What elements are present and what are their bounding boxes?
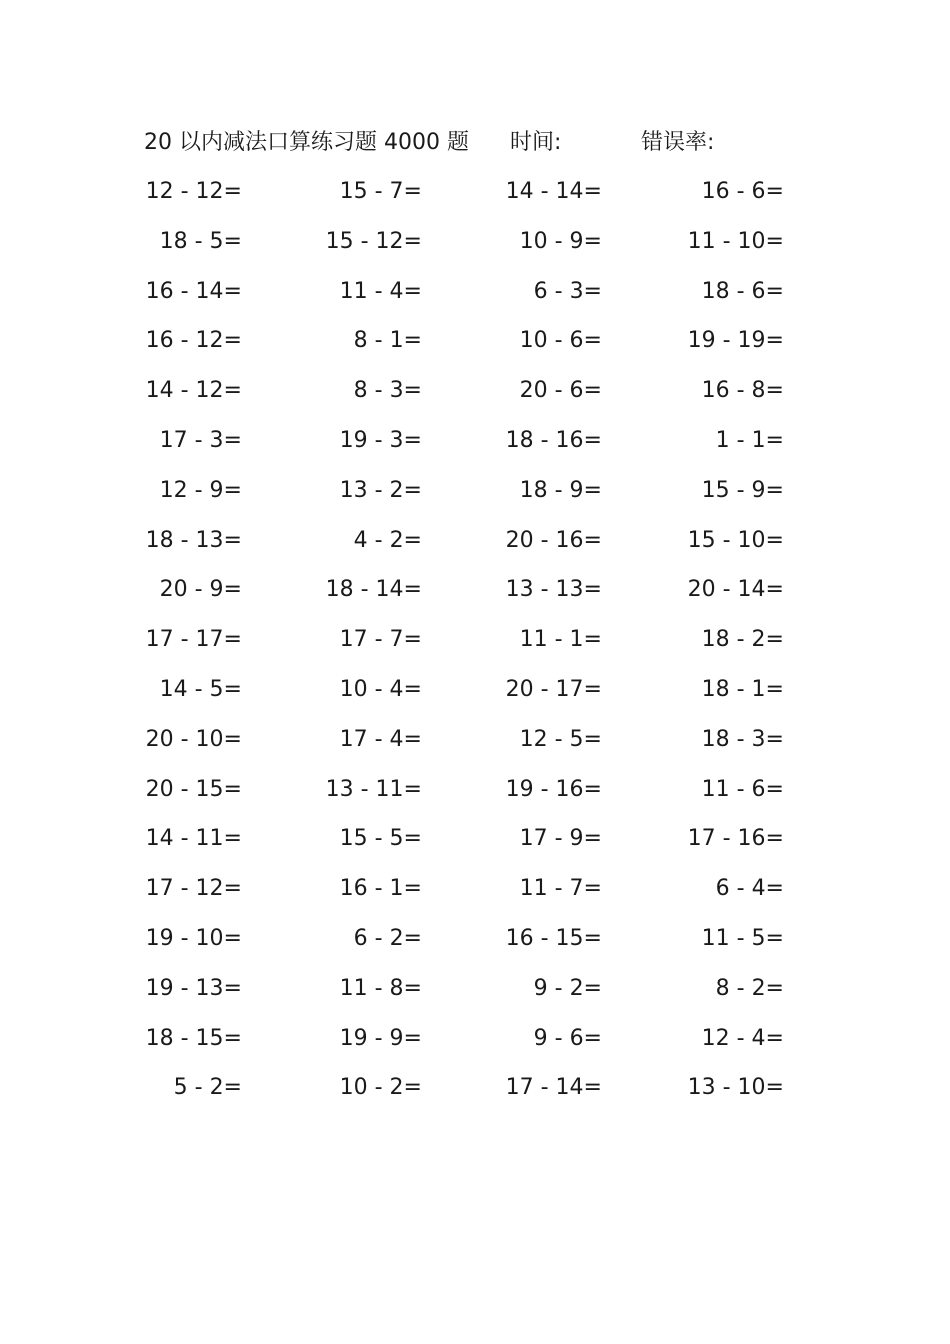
problem-row [0, 670, 950, 720]
problem: 13 - 2= [339, 477, 422, 503]
problem-row [0, 1068, 950, 1118]
problem: 15 - 12= [325, 228, 422, 254]
problem: 20 - 17= [505, 676, 602, 702]
problem: 20 - 15= [145, 776, 242, 802]
problem-row [0, 172, 950, 222]
problem: 17 - 14= [505, 1075, 602, 1101]
problem-grid [0, 172, 950, 1118]
problem: 15 - 5= [339, 826, 422, 852]
problem: 14 - 5= [159, 676, 242, 702]
problem: 18 - 16= [505, 427, 602, 453]
problem-row [0, 222, 950, 272]
problem-row [0, 919, 950, 969]
problem-row [0, 272, 950, 322]
problem: 16 - 12= [145, 328, 242, 354]
problem: 1 - 1= [715, 427, 784, 453]
problem: 8 - 2= [715, 975, 784, 1001]
problem-row [0, 570, 950, 620]
problem: 10 - 6= [519, 328, 602, 354]
problem: 17 - 9= [519, 826, 602, 852]
problem: 18 - 1= [701, 676, 784, 702]
problem: 9 - 2= [533, 975, 602, 1001]
problem: 16 - 6= [701, 179, 784, 204]
problem: 16 - 15= [505, 925, 602, 951]
problem: 13 - 10= [687, 1075, 784, 1101]
problem: 18 - 13= [145, 527, 242, 553]
worksheet-title: 20 以内减法口算练习题 4000 题 [144, 130, 469, 155]
problem-row [0, 371, 950, 421]
problem: 11 - 4= [339, 278, 422, 304]
problem: 20 - 9= [159, 577, 242, 603]
problem: 18 - 9= [519, 477, 602, 503]
problem: 12 - 12= [145, 179, 242, 204]
problem: 17 - 3= [159, 427, 242, 453]
problem: 19 - 10= [145, 925, 242, 951]
problem: 11 - 1= [519, 627, 602, 653]
problem: 17 - 16= [687, 826, 784, 852]
problem: 12 - 9= [159, 477, 242, 503]
problem: 15 - 10= [687, 527, 784, 553]
problem: 10 - 9= [519, 228, 602, 254]
problem: 17 - 17= [145, 627, 242, 653]
problem-row [0, 471, 950, 521]
problem: 19 - 19= [687, 328, 784, 354]
problem: 13 - 11= [325, 776, 422, 802]
problem: 18 - 5= [159, 228, 242, 254]
error-rate-label: 错误率: [641, 130, 715, 155]
problem: 18 - 15= [145, 1025, 242, 1051]
problem: 6 - 2= [353, 925, 422, 951]
problem: 17 - 7= [339, 627, 422, 653]
problem: 15 - 7= [339, 179, 422, 204]
problem: 4 - 2= [353, 527, 422, 553]
problem: 11 - 8= [339, 975, 422, 1001]
problem-row [0, 819, 950, 869]
problem-row [0, 1019, 950, 1069]
problem-row [0, 521, 950, 571]
problem: 20 - 6= [519, 378, 602, 404]
problem: 20 - 10= [145, 726, 242, 752]
problem: 11 - 7= [519, 876, 602, 902]
problem: 8 - 3= [353, 378, 422, 404]
time-label: 时间: [510, 130, 562, 155]
problem: 16 - 14= [145, 278, 242, 304]
problem: 20 - 14= [687, 577, 784, 603]
problem: 13 - 13= [505, 577, 602, 603]
problem-row [0, 620, 950, 670]
problem: 11 - 6= [701, 776, 784, 802]
problem: 9 - 6= [533, 1025, 602, 1051]
problem: 14 - 12= [145, 378, 242, 404]
problem: 10 - 2= [339, 1075, 422, 1101]
problem: 12 - 4= [701, 1025, 784, 1051]
problem: 18 - 2= [701, 627, 784, 653]
problem: 16 - 8= [701, 378, 784, 404]
problem: 8 - 1= [353, 328, 422, 354]
problem-row [0, 869, 950, 919]
problem: 18 - 6= [701, 278, 784, 304]
problem: 18 - 14= [325, 577, 422, 603]
problem: 19 - 9= [339, 1025, 422, 1051]
problem: 18 - 3= [701, 726, 784, 752]
problem-row [0, 770, 950, 820]
problem: 12 - 5= [519, 726, 602, 752]
problem: 5 - 2= [173, 1075, 242, 1101]
problem-row [0, 969, 950, 1019]
problem: 19 - 3= [339, 427, 422, 453]
problem: 20 - 16= [505, 527, 602, 553]
problem: 6 - 3= [533, 278, 602, 304]
problem-row [0, 421, 950, 471]
problem: 15 - 9= [701, 477, 784, 503]
problem: 10 - 4= [339, 676, 422, 702]
problem-row [0, 321, 950, 371]
problem: 14 - 14= [505, 179, 602, 204]
problem: 11 - 10= [687, 228, 784, 254]
problem: 16 - 1= [339, 876, 422, 902]
problem: 6 - 4= [715, 876, 784, 902]
problem: 19 - 13= [145, 975, 242, 1001]
problem: 17 - 12= [145, 876, 242, 902]
problem-row [0, 720, 950, 770]
problem: 17 - 4= [339, 726, 422, 752]
problem: 19 - 16= [505, 776, 602, 802]
problem: 11 - 5= [701, 925, 784, 951]
problem: 14 - 11= [145, 826, 242, 852]
